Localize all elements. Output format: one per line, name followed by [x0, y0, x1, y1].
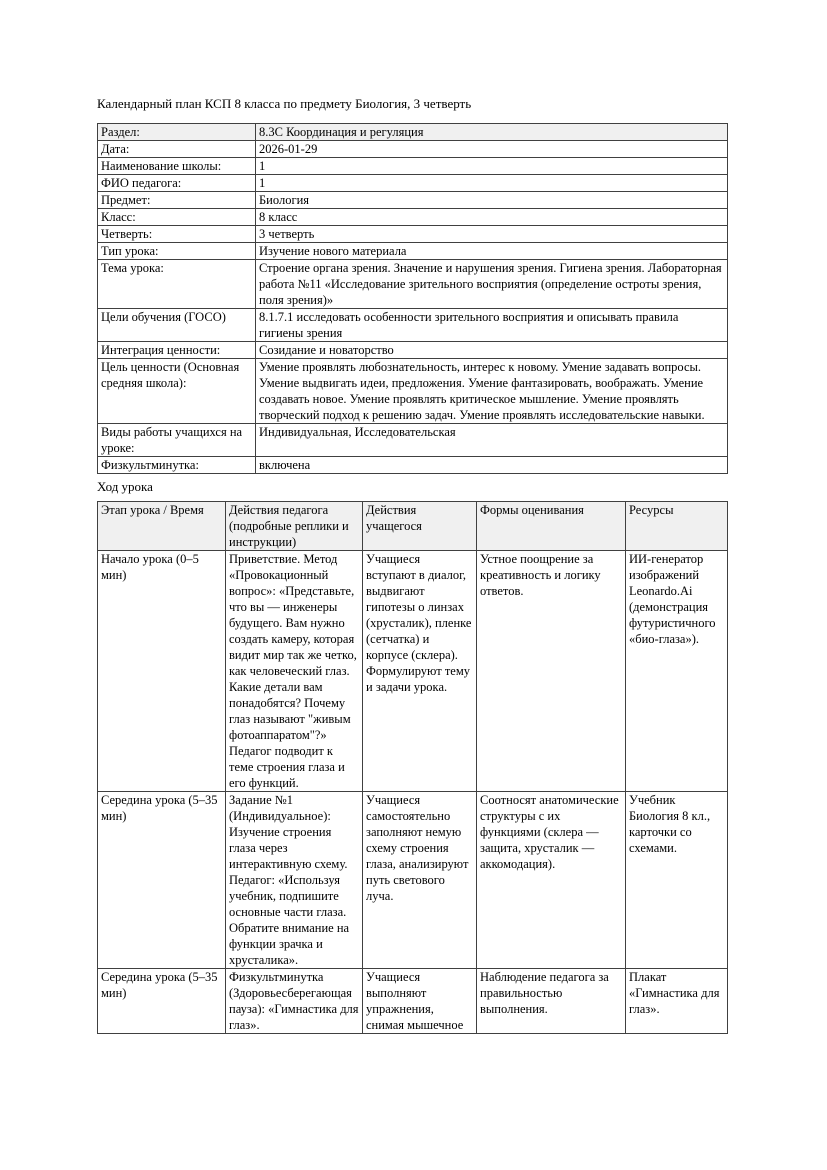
lesson-flow-row-middle-1	[98, 792, 728, 969]
info-label: Физкультминутка:	[98, 457, 256, 474]
info-label: Тема урока:	[98, 260, 256, 309]
info-row-subject	[98, 192, 728, 209]
info-label: Виды работы учащихся на уроке:	[98, 424, 256, 457]
info-value: Созидание и новаторство	[256, 342, 728, 359]
info-label: Раздел:	[98, 124, 256, 141]
info-label: Тип урока:	[98, 243, 256, 260]
info-value: 8.3C Координация и регуляция	[256, 124, 728, 141]
info-row-values-goal	[98, 359, 728, 424]
info-row-quarter	[98, 226, 728, 243]
info-label: Предмет:	[98, 192, 256, 209]
info-row-lesson-theme	[98, 260, 728, 309]
column-header-stage: Этап урока / Время	[98, 502, 226, 551]
column-header-teacher-actions: Действия педагога (подробные реплики и инструкции)	[226, 502, 363, 551]
document-title: Календарный план КСП 8 класса по предмету Биология, 3 четверть	[97, 96, 472, 111]
info-label: Четверть:	[98, 226, 256, 243]
info-row-work-types	[98, 424, 728, 457]
info-value: 8.1.7.1 исследовать особенности зрительного восприятия и описывать правила гигиены зрения	[256, 309, 728, 342]
info-row-razdel	[98, 124, 728, 141]
teacher-actions-cell: Задание №1 (Индивидуальное): Изучение строения глаза через интерактивную схему. Педагог: «Используя учебник, подпишите основные части глаза. Обратите внимание на функции зрачка и хрусталика».	[226, 792, 363, 969]
info-value: Индивидуальная, Исследовательская	[256, 424, 728, 457]
lesson-info-table	[97, 123, 728, 474]
info-row-school	[98, 158, 728, 175]
info-row-date	[98, 141, 728, 158]
info-value: 1	[256, 175, 728, 192]
info-value: Биология	[256, 192, 728, 209]
stage-cell: Начало урока (0–5 мин)	[98, 551, 226, 792]
info-label: Наименование школы:	[98, 158, 256, 175]
student-actions-cell: Учащиеся самостоятельно заполняют немую схему строения глаза, анализируют путь светового луча.	[363, 792, 477, 969]
assessment-cell: Устное поощрение за креативность и логику ответов.	[477, 551, 626, 792]
student-actions-cell: Учащиеся вступают в диалог, выдвигают гипотезы о линзах (хрусталик), пленке (сетчатка) и корпусе (склера). Формулируют тему и задачи урока.	[363, 551, 477, 792]
resources-cell: ИИ-генератор изображений Leonardo.Ai (демонстрация футуристичного «био-глаза»).	[626, 551, 728, 792]
stage-cell: Середина урока (5–35 мин)	[98, 969, 226, 1034]
info-row-lesson-type	[98, 243, 728, 260]
info-value: включена	[256, 457, 728, 474]
info-value: Строение органа зрения. Значение и нарушения зрения. Гигиена зрения. Лабораторная работа №11 «Исследование зрительного восприятия (определение остроты зрения, поля зрения)»	[256, 260, 728, 309]
info-row-physical-break	[98, 457, 728, 474]
info-label: Класс:	[98, 209, 256, 226]
info-label: Дата:	[98, 141, 256, 158]
info-value: 1	[256, 158, 728, 175]
column-header-assessment: Формы оценивания	[477, 502, 626, 551]
resources-cell: Учебник Биология 8 кл., карточки со схемами.	[626, 792, 728, 969]
stage-cell: Середина урока (5–35 мин)	[98, 792, 226, 969]
info-row-teacher	[98, 175, 728, 192]
section-heading-course-flow: Ход урока	[97, 479, 153, 494]
info-label: Цель ценности (Основная средняя школа):	[98, 359, 256, 424]
info-row-values-integration	[98, 342, 728, 359]
info-label: ФИО педагога:	[98, 175, 256, 192]
lesson-flow-row-start	[98, 551, 728, 792]
info-value: Изучение нового материала	[256, 243, 728, 260]
info-value: 8 класс	[256, 209, 728, 226]
assessment-cell: Наблюдение педагога за правильностью выполнения.	[477, 969, 626, 1034]
teacher-actions-cell: Приветствие. Метод «Провокационный вопрос»: «Представьте, что вы — инженеры будущего. Вам нужно создать камеру, которая видит мир так же четко, как человеческий глаз. Какие детали вам понадобятся? Почему глаз называют "живым фотоаппаратом"?» Педагог подводит к теме строения глаза и его функций.	[226, 551, 363, 792]
resources-cell: Плакат «Гимнастика для глаз».	[626, 969, 728, 1034]
info-row-learning-goals	[98, 309, 728, 342]
column-header-resources: Ресурсы	[626, 502, 728, 551]
student-actions-cell: Учащиеся выполняют упражнения, снимая мышечное	[363, 969, 477, 1034]
info-value: 2026-01-29	[256, 141, 728, 158]
column-header-student-actions: Действия учащегося	[363, 502, 477, 551]
info-value: Умение проявлять любознательность, интерес к новому. Умение задавать вопросы. Умение выдвигать идеи, предложения. Умение фантазировать, воображать. Умение создавать новое. Умение проявлять критическое мышление. Умение проявлять творческий подход к решению задач. Умение проявлять исследовательские навыки.	[256, 359, 728, 424]
info-row-class	[98, 209, 728, 226]
lesson-flow-header-row	[98, 502, 728, 551]
assessment-cell: Соотносят анатомические структуры с их функциями (склера — защита, хрусталик — аккомодация).	[477, 792, 626, 969]
lesson-flow-row-middle-2	[98, 969, 728, 1034]
info-label: Интеграция ценности:	[98, 342, 256, 359]
lesson-flow-table	[97, 501, 728, 1034]
teacher-actions-cell: Физкультминутка (Здоровьесберегающая пауза): «Гимнастика для глаз».	[226, 969, 363, 1034]
info-value: 3 четверть	[256, 226, 728, 243]
info-label: Цели обучения (ГОСО)	[98, 309, 256, 342]
